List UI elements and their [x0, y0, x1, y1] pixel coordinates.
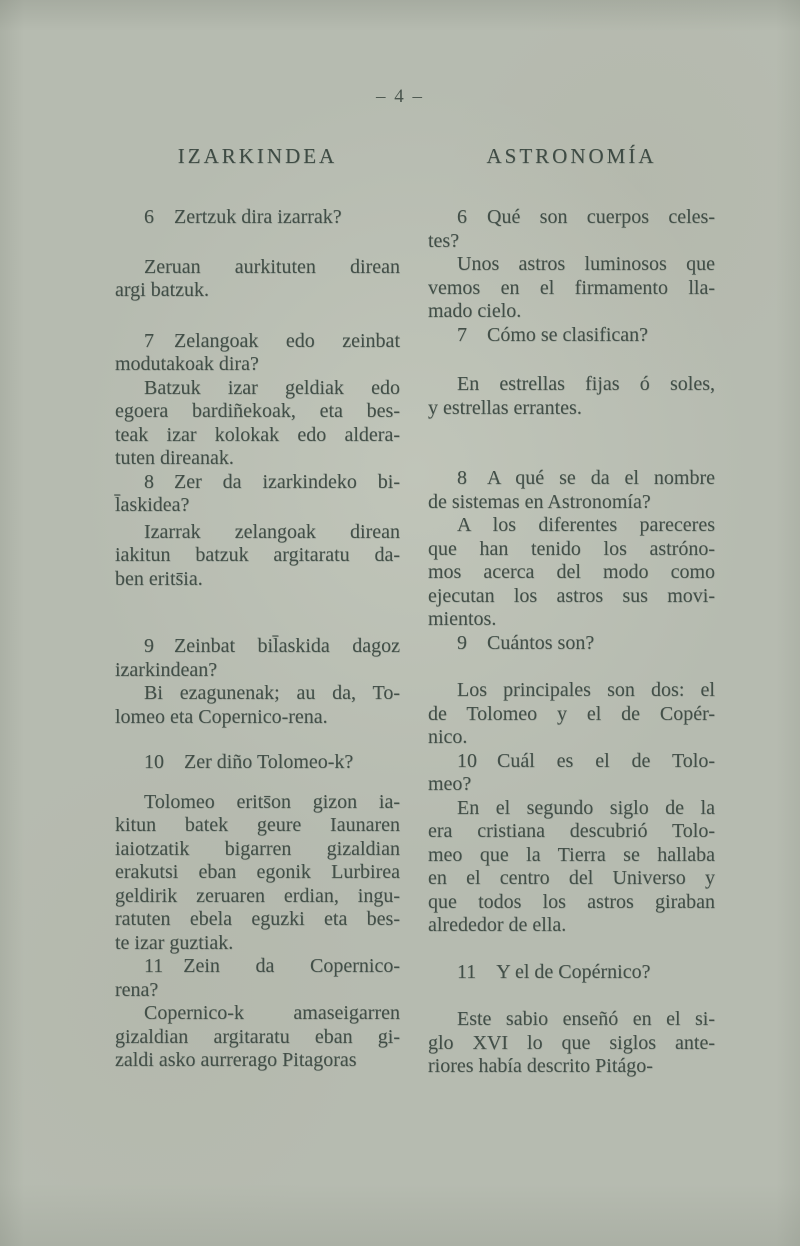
text-line: En estrellas fijas ó soles,	[457, 373, 715, 395]
text-line: tes?	[428, 229, 460, 252]
text-line: izarkindean?	[115, 658, 218, 681]
answer-paragraph	[428, 679, 715, 750]
page-number: – 4 –	[376, 86, 424, 107]
text-line: 6 Zertzuk dira izarrak?	[144, 206, 342, 228]
answer-paragraph	[428, 373, 715, 420]
text-line: Los principales son dos: el	[457, 679, 715, 701]
left-column-basque	[115, 143, 400, 1073]
text-line: kitun batek geure Iaunaren	[115, 814, 400, 836]
text-line: 9 Cuántos son?	[457, 631, 595, 654]
text-line: Copernico-k amaseigarren	[144, 1002, 400, 1024]
question-paragraph	[115, 751, 400, 775]
question-paragraph	[428, 467, 715, 514]
text-line: Batzuk izar geldiak edo	[144, 376, 400, 399]
text-line: ben erits̄ia.	[115, 567, 203, 590]
answer-paragraph	[428, 253, 715, 324]
column-title-basque: IZARKINDEA	[177, 144, 338, 168]
answer-paragraph	[428, 797, 715, 938]
text-line: ejecutan los astros sus movi-	[428, 584, 715, 607]
text-line: riores había descrito Pitágo-	[428, 1055, 653, 1077]
text-line: que todos los astros giraban	[428, 890, 715, 913]
text-line: 8 A qué se da el nombre	[457, 467, 715, 489]
text-line: de sistemas en Astronomía?	[428, 490, 651, 513]
text-line: que han tenido los astróno-	[428, 537, 715, 560]
text-line: iaiotzatik bigarren gizaldian	[115, 837, 400, 860]
right-column-spanish	[428, 143, 715, 1079]
text-line: tuten direanak.	[115, 447, 234, 469]
text-line: Bi ezagunenak; au da, To-	[144, 682, 400, 704]
text-line: 7 Zelangoak edo zeinbat	[144, 329, 400, 352]
text-line: y estrellas errantes.	[428, 396, 582, 419]
text-line: 10 Zer diño Tolomeo-k?	[144, 751, 354, 773]
text-line: lomeo eta Copernico-rena.	[115, 705, 328, 728]
text-line: Zeruan aurkituten direan	[144, 255, 400, 278]
text-line: te izar guztiak.	[115, 931, 234, 954]
question-paragraph	[428, 961, 715, 985]
answer-paragraph	[428, 514, 715, 632]
text-line: modutakoak dira?	[115, 353, 259, 375]
text-line: mado cielo.	[428, 300, 522, 322]
question-paragraph	[115, 955, 400, 1002]
text-line: de Tolomeo y el de Copér-	[428, 702, 715, 725]
text-line: En el segundo siglo de la	[457, 796, 715, 819]
text-line: meo que la Tierra se hallaba	[428, 843, 715, 866]
text-line: 10 Cuál es el de Tolo-	[457, 749, 715, 772]
text-line: meo?	[428, 773, 472, 795]
answer-paragraph	[115, 682, 400, 729]
answer-paragraph	[115, 521, 400, 592]
text-line: nico.	[428, 726, 468, 748]
text-line: glo XVI lo que siglos ante-	[428, 1031, 715, 1054]
text-line: egoera bardiñekoak, eta bes-	[115, 400, 400, 422]
text-line: Unos astros luminosos que	[457, 253, 715, 275]
basque-text-blocks	[115, 206, 400, 1073]
text-line: A los diferentes pareceres	[457, 514, 715, 536]
question-paragraph	[115, 330, 400, 377]
text-line: ratuten ebela eguzki eta bes-	[115, 908, 400, 930]
text-line: gizaldian argitaratu eban gi-	[115, 1025, 400, 1048]
question-paragraph	[428, 632, 715, 656]
text-line: Tolomeo erits̄on gizon ia-	[144, 790, 400, 813]
answer-paragraph	[115, 256, 400, 303]
answer-paragraph	[115, 791, 400, 956]
text-line: mientos.	[428, 608, 497, 630]
answer-paragraph	[115, 1002, 400, 1073]
text-line: vemos en el firmamento lla-	[428, 276, 715, 299]
text-line: l̄askidea?	[115, 494, 190, 516]
text-line: teak izar kolokak edo aldera-	[115, 423, 400, 446]
text-line: argi batzuk.	[115, 279, 210, 301]
text-line: 11 Zein da Copernico-	[144, 955, 400, 977]
text-line: 6 Qué son cuerpos celes-	[457, 206, 715, 228]
text-line: 9 Zeinbat bil̄askida dagoz	[144, 635, 400, 657]
question-paragraph	[115, 635, 400, 682]
text-line: en el centro del Universo y	[428, 867, 715, 889]
text-line: rena?	[115, 978, 159, 1001]
text-line: Izarrak zelangoak direan	[144, 520, 400, 543]
text-line: Este sabio enseñó en el si-	[457, 1008, 715, 1030]
text-line: geldirik zeruaren erdian, ingu-	[115, 884, 400, 907]
text-line: era cristiana descubrió Tolo-	[428, 820, 715, 842]
answer-paragraph	[428, 1008, 715, 1079]
text-line: zaldi asko aurrerago Pitagoras	[115, 1049, 357, 1071]
answer-paragraph	[115, 377, 400, 471]
text-line: alrededor de ella.	[428, 914, 567, 936]
question-paragraph	[115, 206, 400, 230]
text-line: erakutsi eban egonik Lurbirea	[115, 861, 400, 883]
question-paragraph	[428, 206, 715, 253]
text-line: 8 Zer da izarkindeko bi-	[144, 470, 400, 493]
text-line: 7 Cómo se clasifican?	[457, 323, 649, 346]
question-paragraph	[428, 324, 715, 348]
text-line: 11 Y el de Copérnico?	[457, 960, 651, 983]
column-title-spanish: ASTRONOMÍA	[486, 144, 657, 168]
text-line: iakitun batzuk argitaratu da-	[115, 544, 400, 566]
spanish-text-blocks	[428, 206, 715, 1079]
question-paragraph	[115, 471, 400, 518]
text-line: mos acerca del modo como	[428, 561, 715, 583]
question-paragraph	[428, 750, 715, 797]
